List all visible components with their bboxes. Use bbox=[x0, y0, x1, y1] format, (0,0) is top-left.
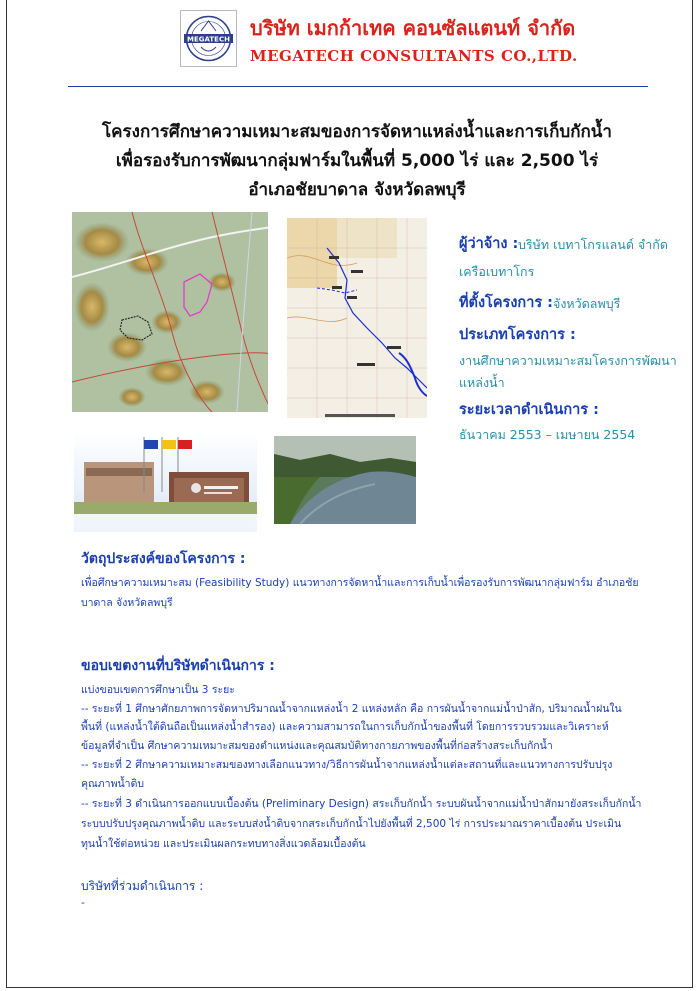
project-type-value-1: งานศึกษาความเหมาะสมโครงการพัฒนา bbox=[459, 353, 677, 368]
scope-line: -- ระยะที่ 2 ศึกษาความเหมาะสมของทางเลือกแนวทาง/วิธีการผันน้ำจากแหล่งน้ำแต่ละสถานที่และแนวทางการปรับปรุง bbox=[81, 759, 613, 771]
client-value: บริษัท เบทาโกรแลนด์ จำกัด bbox=[518, 237, 668, 252]
scope-line: แบ่งขอบเขตการศึกษาเป็น 3 ระยะ bbox=[81, 684, 235, 696]
period-label: ระยะเวลาดำเนินการ : bbox=[459, 402, 599, 418]
period-value: ธันวาคม 2553 – เมษายน 2554 bbox=[459, 427, 636, 442]
title-line-2: เพื่อรองรับการพัฒนากลุ่มฟาร์มในพื้นที่ 5,000 ไร่ และ 2,500 ไร่ bbox=[115, 151, 599, 171]
company-name-english: MEGATECH CONSULTANTS CO.,LTD. bbox=[250, 47, 578, 65]
logo-text: MEGATECH bbox=[187, 35, 230, 44]
scope-line: -- ระยะที่ 3 ดำเนินการออกแบบเบื้องต้น (Preliminary Design) สระเก็บกักน้ำ ระบบผันน้ำจากแม่น้ำป่าสักมายังสระเก็บกักน้ำ bbox=[81, 798, 642, 810]
scope-line: คุณภาพน้ำดิบ bbox=[81, 778, 145, 790]
relief-map-image bbox=[72, 212, 272, 412]
project-type-label: ประเภทโครงการ : bbox=[459, 327, 576, 343]
objective-line: เพื่อศึกษาความเหมาะสม (Feasibility Study) แนวทางการจัดหาน้ำและการเก็บน้ำเพื่อรองรับการพัฒนากลุ่มฟาร์ม อำเภอชัย bbox=[81, 577, 639, 589]
scope-line: ทุนน้ำใช้ต่อหน่วย และประเมินผลกระทบทางสิ่งแวดล้อมเบื้องต้น bbox=[81, 838, 366, 850]
megatech-logo-icon bbox=[181, 11, 236, 66]
scope-line: -- ระยะที่ 1 ศึกษาศักยภาพการจัดหาปริมาณน้ำจากแหล่งน้ำ 2 แหล่งหลัก คือ การผันน้ำจากแม่น้ำป่าสัก, ปริมาณน้ำฝนใน bbox=[81, 703, 622, 715]
company-logo bbox=[180, 10, 237, 67]
scope-line: ข้อมูลที่จำเป็น ศึกษาความเหมาะสมของตำแหน่งและคุณสมบัติทางกายภาพของพื้นที่ก่อสร้างสระเก็บกักน้ำ bbox=[81, 740, 553, 752]
objective-line: บาดาล จังหวัดลพบุรี bbox=[81, 597, 173, 609]
location-value: จังหวัดลพบุรี bbox=[553, 296, 621, 311]
company-name-thai: บริษัท เมกก้าเทค คอนซัลแตนท์ จำกัด bbox=[250, 16, 576, 40]
office-building-photo bbox=[74, 432, 257, 532]
partners-value: - bbox=[81, 897, 85, 909]
client-label: ผู้ว่าจ้าง : bbox=[459, 236, 519, 252]
partners-heading: บริษัทที่ร่วมดำเนินการ : bbox=[81, 879, 204, 893]
header-divider bbox=[68, 86, 648, 87]
document-page bbox=[6, 0, 693, 988]
title-line-1: โครงการศึกษาความเหมาะสมของการจัดหาแหล่งน้ำและการเก็บกักน้ำ bbox=[102, 122, 612, 142]
scope-line: ระบบปรับปรุงคุณภาพน้ำดิบ และระบบส่งน้ำดิบจากสระเก็บกักน้ำไปยังพื้นที่ 2,500 ไร่ การประมาณราคาเบื้องต้น ประเมิน bbox=[81, 818, 622, 830]
title-line-3: อำเภอชัยบาดาล จังหวัดลพบุรี bbox=[248, 180, 466, 200]
objective-heading: วัตถุประสงค์ของโครงการ : bbox=[81, 551, 246, 567]
topographic-map-image bbox=[287, 218, 427, 428]
location-label: ที่ตั้งโครงการ : bbox=[459, 295, 553, 311]
scope-heading: ขอบเขตงานที่บริษัทดำเนินการ : bbox=[81, 658, 275, 674]
river-photo bbox=[270, 432, 420, 532]
client-value-group: เครือเบทาโกร bbox=[459, 264, 535, 279]
scope-line: พื้นที่ (แหล่งน้ำใต้ดินถือเป็นแหล่งน้ำสำรอง) และความสามารถในการเก็บกักน้ำของพื้นที่ โดยการรวบรวมและวิเคราะห์ bbox=[81, 721, 609, 733]
project-type-value-2: แหล่งน้ำ bbox=[459, 375, 505, 390]
